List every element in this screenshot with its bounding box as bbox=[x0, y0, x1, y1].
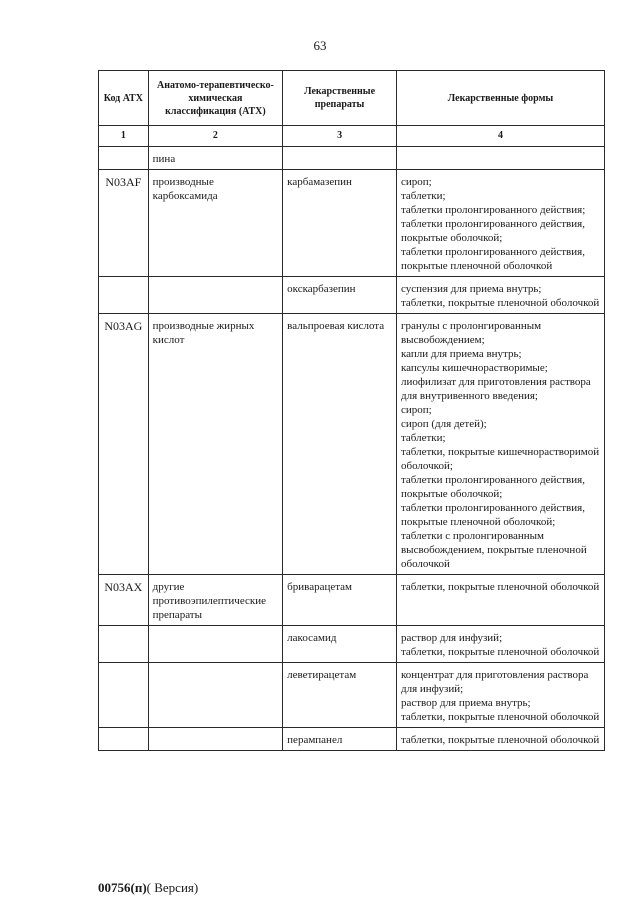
atx-code-cell bbox=[99, 663, 149, 728]
dosage-form-item: таблетки, покрытые пленочной оболочкой bbox=[400, 711, 600, 723]
header-atx-code: Код АТХ bbox=[99, 71, 149, 126]
dosage-form-item: гранулы с пролонгированным высвобождением; bbox=[400, 320, 542, 346]
dosage-form-item: суспензия для приема внутрь; bbox=[400, 283, 542, 295]
table-row bbox=[99, 575, 605, 626]
dosage-forms-cell bbox=[396, 277, 604, 314]
atx-classification-cell bbox=[148, 277, 283, 314]
page-number: 63 bbox=[313, 38, 327, 53]
dosage-form-item: раствор для приема внутрь; bbox=[400, 697, 531, 709]
table-row bbox=[99, 663, 605, 728]
atx-code-cell bbox=[99, 277, 149, 314]
dosage-form-item: таблетки, покрытые кишечнорастворимой оболочкой; bbox=[400, 446, 600, 472]
dosage-form-item: сироп; bbox=[400, 404, 432, 416]
atx-code-cell bbox=[99, 626, 149, 663]
header-drugs: Лекарственные препараты bbox=[283, 71, 397, 126]
column-number: 1 bbox=[99, 126, 149, 147]
drug-name-cell: окскарбазепин bbox=[283, 277, 397, 314]
table-row bbox=[99, 147, 605, 170]
atx-code-cell bbox=[99, 728, 149, 751]
atx-code-cell bbox=[99, 147, 149, 170]
column-number: 2 bbox=[148, 126, 283, 147]
drug-name-cell bbox=[283, 147, 397, 170]
drug-name-cell: леветирацетам bbox=[283, 663, 397, 728]
dosage-form-item: капсулы кишечнорастворимые; bbox=[400, 362, 548, 374]
dosage-form-item: раствор для инфузий; bbox=[400, 632, 503, 644]
dosage-form-item: таблетки пролонгированного действия, покрытые пленочной оболочкой; bbox=[400, 502, 585, 528]
drug-name-cell: лакосамид bbox=[283, 626, 397, 663]
dosage-forms-cell bbox=[396, 663, 604, 728]
document-footer bbox=[98, 880, 198, 896]
atx-table bbox=[98, 70, 605, 751]
dosage-forms-cell bbox=[396, 314, 604, 575]
table-row bbox=[99, 728, 605, 751]
header-dosage-forms: Лекарственные формы bbox=[396, 71, 604, 126]
dosage-form-item: концентрат для приготовления раствора для инфузий; bbox=[400, 669, 589, 695]
atx-classification-cell: производные жирных кислот bbox=[148, 314, 283, 575]
dosage-form-item: таблетки, покрытые пленочной оболочкой bbox=[400, 581, 600, 593]
column-number: 3 bbox=[283, 126, 397, 147]
atx-code-cell: N03AF bbox=[99, 170, 149, 277]
atx-classification-cell bbox=[148, 626, 283, 663]
atx-classification-cell: производные карбоксамида bbox=[148, 170, 283, 277]
dosage-form-item: лиофилизат для приготовления раствора для внутривенного введения; bbox=[400, 376, 591, 402]
column-number: 4 bbox=[396, 126, 604, 147]
dosage-form-item: таблетки пролонгированного действия; bbox=[400, 204, 586, 216]
dosage-form-item: таблетки, покрытые пленочной оболочкой bbox=[400, 646, 600, 658]
table-body bbox=[99, 147, 605, 751]
table-row bbox=[99, 170, 605, 277]
dosage-forms-cell bbox=[396, 170, 604, 277]
table-row bbox=[99, 277, 605, 314]
table-header-row bbox=[99, 71, 605, 126]
footer-code: 00756(п) bbox=[98, 880, 147, 895]
dosage-form-item: таблетки, покрытые пленочной оболочкой bbox=[400, 734, 600, 746]
header-atx-classification: Анатомо-терапевтическо-химическая классификация (АТХ) bbox=[148, 71, 283, 126]
dosage-form-item: таблетки пролонгированного действия, покрытые пленочной оболочкой bbox=[400, 246, 585, 272]
dosage-form-item: таблетки, покрытые пленочной оболочкой bbox=[400, 297, 600, 309]
dosage-form-item: таблетки пролонгированного действия, покрытые оболочкой; bbox=[400, 218, 585, 244]
drug-name-cell: вальпроевая кислота bbox=[283, 314, 397, 575]
drug-name-cell: карбамазепин bbox=[283, 170, 397, 277]
drug-name-cell: перампанел bbox=[283, 728, 397, 751]
dosage-form-item: сироп; bbox=[400, 176, 432, 188]
atx-code-cell: N03AG bbox=[99, 314, 149, 575]
dosage-form-item: таблетки с пролонгированным высвобождением, покрытые пленочной оболочкой bbox=[400, 530, 587, 570]
atx-classification-cell: пина bbox=[148, 147, 283, 170]
dosage-form-item: сироп (для детей); bbox=[400, 418, 487, 430]
atx-classification-cell: другие противоэпилептические препараты bbox=[148, 575, 283, 626]
dosage-form-item: таблетки; bbox=[400, 432, 446, 444]
dosage-form-item: таблетки пролонгированного действия, покрытые оболочкой; bbox=[400, 474, 585, 500]
dosage-form-item: капли для приема внутрь; bbox=[400, 348, 522, 360]
dosage-forms-cell bbox=[396, 728, 604, 751]
drug-name-cell: бриварацетам bbox=[283, 575, 397, 626]
table-row bbox=[99, 626, 605, 663]
footer-version: ( Версия) bbox=[146, 880, 199, 895]
column-number-row bbox=[99, 126, 605, 147]
atx-classification-cell bbox=[148, 728, 283, 751]
dosage-forms-cell bbox=[396, 626, 604, 663]
dosage-forms-cell bbox=[396, 575, 604, 626]
atx-code-cell: N03AX bbox=[99, 575, 149, 626]
dosage-forms-cell bbox=[396, 147, 604, 170]
atx-classification-cell bbox=[148, 663, 283, 728]
table-row bbox=[99, 314, 605, 575]
dosage-form-item: таблетки; bbox=[400, 190, 446, 202]
